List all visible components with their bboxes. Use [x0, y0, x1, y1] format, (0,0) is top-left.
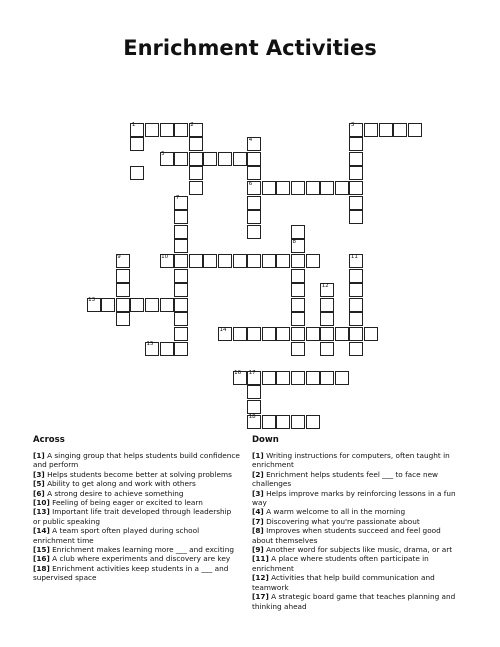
- grid-cell[interactable]: [262, 327, 276, 341]
- grid-cell[interactable]: [160, 123, 174, 137]
- grid-cell[interactable]: [247, 166, 261, 180]
- grid-cell[interactable]: [247, 225, 261, 239]
- clue-number-label: [18]: [33, 563, 50, 573]
- grid-cell[interactable]: [247, 327, 261, 341]
- page-title: Enrichment Activities: [123, 36, 377, 60]
- grid-cell[interactable]: [189, 137, 203, 151]
- clue-text: Enrichment helps students feel ___ to face new challenges: [252, 469, 439, 489]
- grid-cell[interactable]: [218, 152, 232, 166]
- grid-cell[interactable]: [291, 371, 305, 385]
- grid-cell[interactable]: [349, 283, 363, 297]
- clue-number-label: [7]: [252, 516, 264, 526]
- clue-number-label: [5]: [33, 479, 45, 489]
- down-clue: [252, 489, 464, 508]
- clue-number-label: [14]: [33, 526, 50, 536]
- grid-cell[interactable]: [174, 254, 188, 268]
- clue-number-label: [10]: [33, 498, 50, 508]
- across-clue: [33, 564, 241, 583]
- grid-cell[interactable]: [233, 327, 247, 341]
- clue-number-label: [1]: [252, 451, 264, 460]
- grid-cell[interactable]: [349, 312, 363, 326]
- clue-number: 6: [248, 180, 253, 187]
- grid-cell[interactable]: [189, 181, 203, 195]
- grid-cell[interactable]: [364, 123, 378, 137]
- grid-cell[interactable]: [262, 254, 276, 268]
- grid-cell[interactable]: [349, 298, 363, 312]
- grid-cell[interactable]: [116, 269, 130, 283]
- grid-cell[interactable]: [291, 342, 305, 356]
- clue-text: A strategic board game that teaches planning and thinking ahead: [252, 592, 456, 611]
- down-clue: [252, 554, 464, 573]
- grid-cell[interactable]: [276, 327, 290, 341]
- grid-cell[interactable]: [116, 298, 130, 312]
- grid-cell[interactable]: [276, 371, 290, 385]
- grid-cell[interactable]: [247, 385, 261, 399]
- grid-cell[interactable]: [174, 269, 188, 283]
- clue-text: Discovering what you're passionate about: [263, 516, 420, 526]
- clue-number: 14: [219, 326, 227, 333]
- clue-text: Writing instructions for computers, often taught in enrichment: [252, 451, 450, 470]
- clue-number-label: [11]: [252, 554, 269, 564]
- across-clue: [33, 545, 241, 554]
- grid-cell[interactable]: [306, 181, 320, 195]
- across-clue: [33, 451, 241, 470]
- clue-text: Ability to get along and work with others: [44, 479, 196, 489]
- grid-cell[interactable]: [203, 152, 217, 166]
- grid-cell[interactable]: [306, 254, 320, 268]
- down-heading: Down: [252, 435, 279, 445]
- clue-text: A warm welcome to all in the morning: [263, 507, 406, 517]
- grid-cell[interactable]: [291, 181, 305, 195]
- clue-number-label: [3]: [33, 469, 45, 479]
- clue-number: 16: [234, 370, 242, 377]
- grid-cell[interactable]: [160, 342, 174, 356]
- grid-cell[interactable]: [262, 371, 276, 385]
- clue-number: 11: [350, 253, 358, 260]
- clue-number: 10: [161, 253, 169, 260]
- grid-cell[interactable]: [291, 254, 305, 268]
- across-clues: [33, 435, 241, 583]
- grid-cell[interactable]: [320, 342, 334, 356]
- grid-cell[interactable]: [247, 254, 261, 268]
- grid-cell[interactable]: [320, 181, 334, 195]
- grid-cell[interactable]: [291, 415, 305, 429]
- clue-number: 7: [175, 195, 180, 202]
- clue-number: 9: [117, 253, 121, 260]
- across-clue: [33, 507, 241, 526]
- grid-cell[interactable]: [349, 210, 363, 224]
- grid-cell[interactable]: [276, 415, 290, 429]
- grid-cell[interactable]: [393, 123, 407, 137]
- clue-number: 2: [190, 122, 194, 129]
- grid-cell[interactable]: [174, 225, 188, 239]
- down-clue: [252, 507, 464, 516]
- grid-cell[interactable]: [247, 196, 261, 210]
- grid-cell[interactable]: [291, 225, 305, 239]
- down-clue: [252, 526, 464, 545]
- grid-cell[interactable]: [101, 298, 115, 312]
- grid-cell[interactable]: [364, 327, 378, 341]
- clue-number: 13: [88, 297, 96, 304]
- grid-cell[interactable]: [349, 152, 363, 166]
- clue-number-label: [16]: [33, 554, 50, 564]
- grid-cell[interactable]: [174, 327, 188, 341]
- grid-cell[interactable]: [189, 166, 203, 180]
- clue-text: A singing group that helps students build confidence and perform: [33, 451, 240, 470]
- grid-cell[interactable]: [349, 166, 363, 180]
- grid-cell[interactable]: [174, 342, 188, 356]
- grid-cell[interactable]: [174, 283, 188, 297]
- grid-cell[interactable]: [335, 181, 349, 195]
- grid-cell[interactable]: [349, 327, 363, 341]
- clue-number: 4: [248, 136, 253, 143]
- across-clue: [33, 554, 241, 563]
- clue-number-label: [9]: [252, 545, 264, 555]
- grid-cell[interactable]: [379, 123, 393, 137]
- grid-cell[interactable]: [306, 371, 320, 385]
- clue-number-label: [12]: [252, 573, 269, 583]
- across-clue: [33, 489, 241, 498]
- clue-number: 17: [248, 370, 256, 377]
- clue-number: 3: [350, 122, 355, 129]
- across-clue-list: [33, 451, 241, 583]
- grid-cell[interactable]: [276, 254, 290, 268]
- grid-cell[interactable]: [320, 327, 334, 341]
- grid-cell[interactable]: [262, 181, 276, 195]
- grid-cell[interactable]: [130, 137, 144, 151]
- grid-cell[interactable]: [174, 123, 188, 137]
- grid-cell[interactable]: [320, 312, 334, 326]
- grid-cell[interactable]: [174, 312, 188, 326]
- grid-cell[interactable]: [408, 123, 422, 137]
- across-heading: Across: [33, 435, 65, 445]
- down-clues: [252, 435, 464, 611]
- grid-cell[interactable]: [291, 269, 305, 283]
- clue-number: 12: [321, 282, 329, 289]
- clue-number-label: [15]: [33, 545, 50, 555]
- grid-cell[interactable]: [276, 181, 290, 195]
- grid-cell[interactable]: [189, 152, 203, 166]
- clue-text: Enrichment makes learning more ___ and exciting: [49, 545, 234, 555]
- clue-number: 1: [131, 122, 136, 129]
- grid-cell[interactable]: [116, 312, 130, 326]
- grid-cell[interactable]: [349, 137, 363, 151]
- grid-cell[interactable]: [174, 239, 188, 253]
- clue-number-label: [8]: [252, 526, 264, 536]
- across-clue: [33, 470, 241, 479]
- grid-cell[interactable]: [203, 254, 217, 268]
- down-clue: [252, 545, 464, 554]
- clue-number: 15: [146, 341, 154, 348]
- grid-cell[interactable]: [174, 152, 188, 166]
- across-clue: [33, 479, 241, 488]
- grid-cell[interactable]: [349, 196, 363, 210]
- clue-text: Enrichment activities keep students in a ___ and supervised space: [33, 563, 229, 583]
- grid-cell[interactable]: [233, 254, 247, 268]
- clue-number-label: [3]: [252, 488, 264, 498]
- grid-cell[interactable]: [247, 400, 261, 414]
- grid-cell[interactable]: [189, 254, 203, 268]
- down-clue: [252, 470, 464, 489]
- clue-number-label: [2]: [252, 469, 264, 479]
- grid-cell[interactable]: [320, 371, 334, 385]
- grid-cell[interactable]: [306, 415, 320, 429]
- down-clue: [252, 573, 464, 592]
- grid-cell[interactable]: [247, 152, 261, 166]
- clue-text: Improves when students succeed and feel good about themselves: [252, 526, 441, 545]
- grid-cell[interactable]: [335, 327, 349, 341]
- grid-cell[interactable]: [130, 166, 144, 180]
- grid-cell[interactable]: [349, 269, 363, 283]
- grid-cell[interactable]: [291, 283, 305, 297]
- clue-text: A strong desire to achieve something: [44, 488, 184, 498]
- clue-number-label: [4]: [252, 507, 264, 517]
- grid-cell[interactable]: [335, 371, 349, 385]
- grid-cell[interactable]: [130, 298, 144, 312]
- clue-number: 5: [161, 151, 165, 158]
- grid-cell[interactable]: [349, 342, 363, 356]
- grid-cell[interactable]: [160, 298, 174, 312]
- clue-text: A club where experiments and discovery are key: [49, 554, 231, 564]
- grid-cell[interactable]: [174, 210, 188, 224]
- down-clue: [252, 451, 464, 470]
- grid-cell[interactable]: [349, 181, 363, 195]
- grid-cell[interactable]: [174, 298, 188, 312]
- across-clue: [33, 526, 241, 545]
- clue-text: Helps students become better at solving problems: [44, 469, 232, 479]
- grid-cell[interactable]: [306, 327, 320, 341]
- clue-text: Activities that help build communication and teamwork: [252, 573, 435, 592]
- clue-text: Helps improve marks by reinforcing lessons in a fun way: [252, 488, 456, 508]
- clue-text: A team sport often played during school enrichment time: [33, 526, 200, 545]
- grid-cell[interactable]: [320, 298, 334, 312]
- grid-cell[interactable]: [247, 210, 261, 224]
- down-clue-list: [252, 451, 464, 611]
- grid-cell[interactable]: [233, 152, 247, 166]
- down-clue: [252, 592, 464, 611]
- grid-cell[interactable]: [145, 123, 159, 137]
- clue-number-label: [1]: [33, 451, 45, 460]
- grid-cell[interactable]: [262, 415, 276, 429]
- clue-text: Feeling of being eager or excited to learn: [49, 498, 203, 508]
- across-clue: [33, 498, 241, 507]
- grid-cell[interactable]: [116, 283, 130, 297]
- clue-text: A place where students often participate in enrichment: [252, 554, 429, 573]
- clue-number-label: [6]: [33, 488, 45, 498]
- grid-cell[interactable]: [291, 312, 305, 326]
- clue-number-label: [13]: [33, 507, 50, 517]
- clue-number: 18: [248, 414, 256, 421]
- clue-text: Important life trait developed through leadership or public speaking: [33, 507, 232, 526]
- clue-number: 8: [292, 238, 296, 245]
- grid-cell[interactable]: [291, 327, 305, 341]
- down-clue: [252, 517, 464, 526]
- clue-text: Another word for subjects like music, drama, or art: [263, 545, 453, 555]
- grid-cell[interactable]: [145, 298, 159, 312]
- clue-number-label: [17]: [252, 592, 269, 602]
- grid-cell[interactable]: [218, 254, 232, 268]
- grid-cell[interactable]: [291, 298, 305, 312]
